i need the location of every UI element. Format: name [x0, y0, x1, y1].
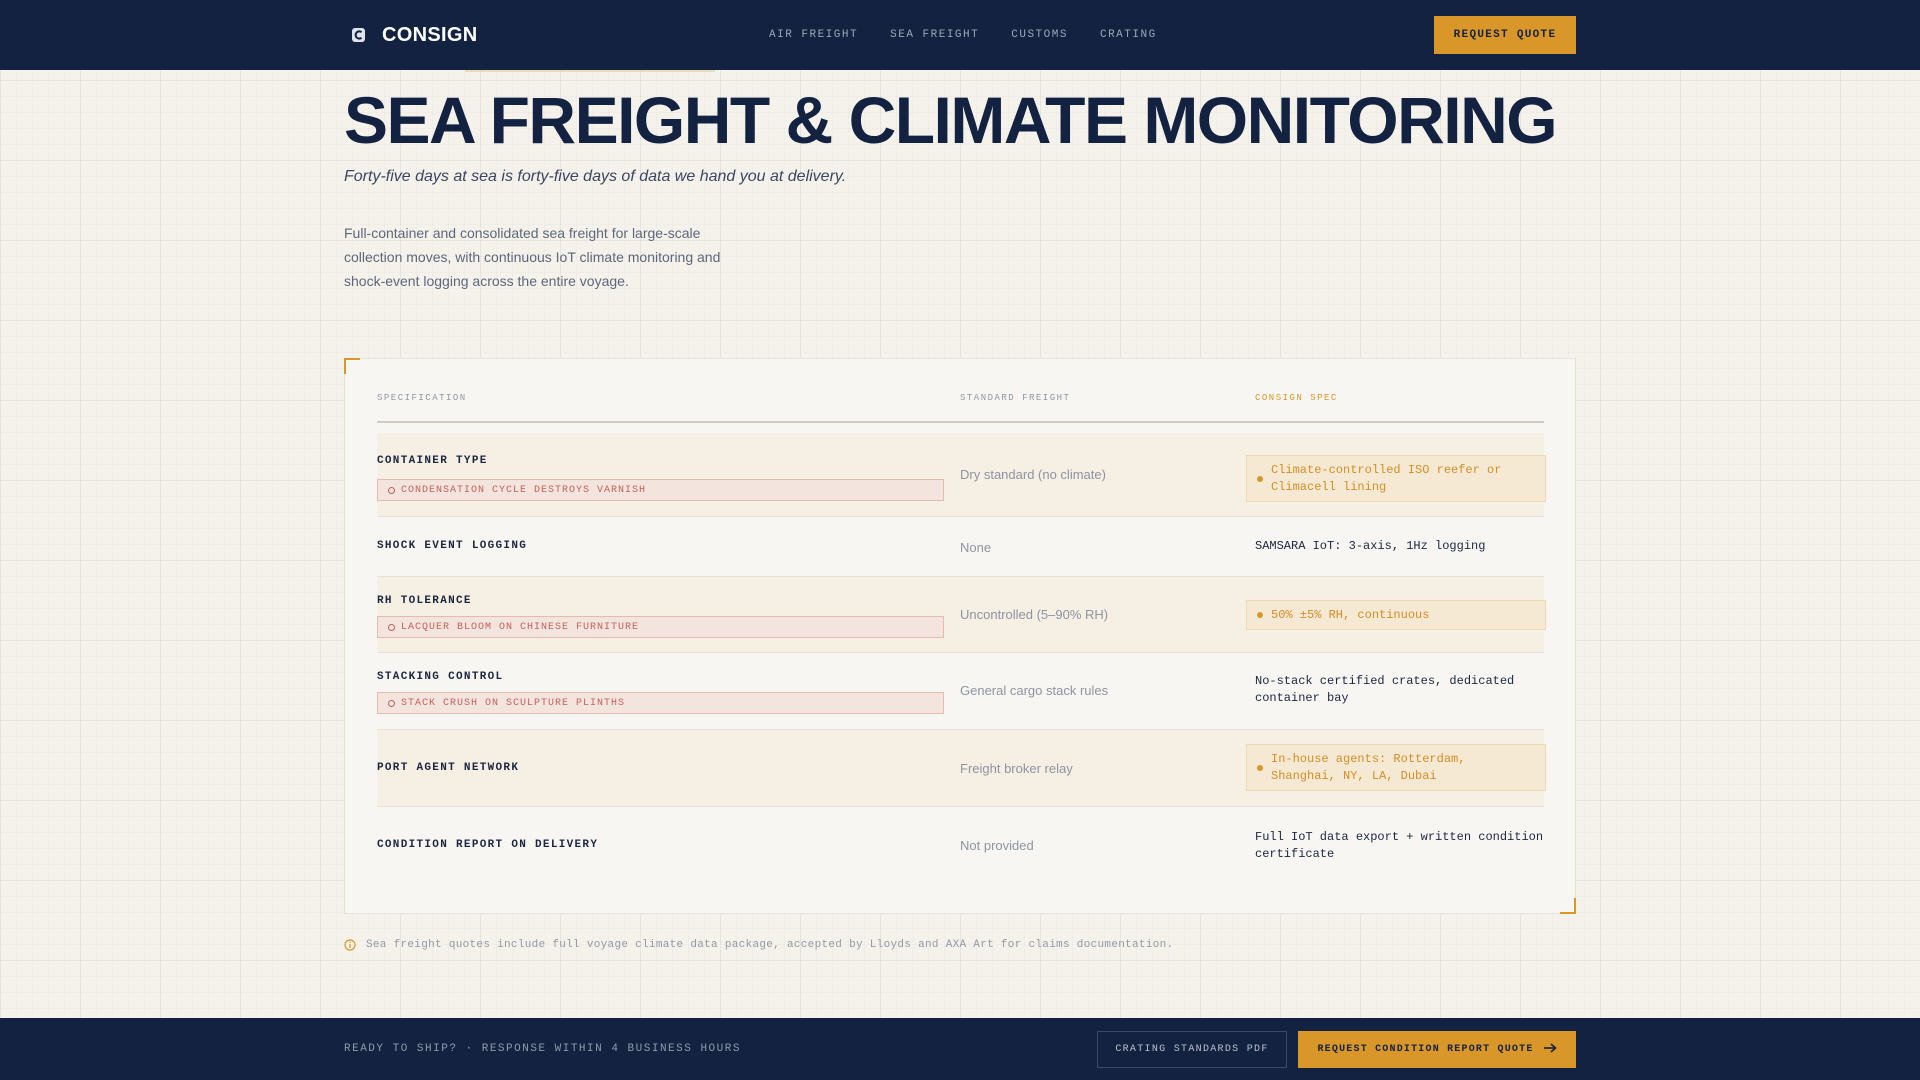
spec-comparison-table [344, 358, 1576, 914]
hero-subtitle: Forty-five days at sea is forty-five days of data we hand you at delivery. [344, 168, 847, 185]
table-header [377, 393, 1544, 423]
nav-links [769, 0, 1157, 70]
top-nav [0, 0, 1920, 70]
standard-value: None [960, 540, 992, 555]
page-title: SEA FREIGHT & CLIMATE MONITORING [344, 83, 1557, 157]
consign-spec-highlight [1246, 744, 1546, 791]
table-row [377, 517, 1544, 577]
warning-text: STACK CRUSH ON SCULPTURE PLINTHS [401, 697, 626, 709]
info-icon [344, 939, 356, 951]
consign-spec-value: No-stack certified crates, dedicated container bay [1255, 674, 1515, 705]
sticky-footer [0, 1018, 1920, 1080]
warning-icon [388, 700, 395, 707]
spec-bullet-icon [1257, 476, 1263, 482]
footer-text: READY TO SHIP? · RESPONSE WITHIN 4 BUSINESS HOURS [344, 1043, 741, 1055]
table-row [377, 653, 1544, 730]
warning-badge [377, 692, 944, 714]
standard-value: Dry standard (no climate) [960, 467, 1106, 482]
consign-spec-highlight [1246, 455, 1546, 502]
spec-bullet-icon [1257, 765, 1263, 771]
spec-name: SHOCK EVENT LOGGING [377, 540, 528, 552]
warning-badge [377, 479, 944, 501]
consign-spec-value: 50% ±5% RH, continuous [1271, 607, 1430, 622]
warning-text: CONDENSATION CYCLE DESTROYS VARNISH [401, 484, 647, 496]
consign-spec-value: SAMSARA IoT: 3-axis, 1Hz logging [1255, 539, 1486, 553]
nav-accent-line [465, 70, 715, 72]
standard-value: Uncontrolled (5–90% RH) [960, 607, 1109, 622]
table-row [377, 433, 1544, 517]
spec-bullet-icon [1257, 612, 1263, 618]
spec-name: STACKING CONTROL [377, 671, 504, 683]
corner-bracket-bottom-right [1560, 898, 1576, 914]
corner-bracket-top-left [344, 358, 360, 374]
footnote-text: Sea freight quotes include full voyage climate data package, accepted by Lloyds and AXA Art for claims documentation. [366, 939, 1174, 951]
standard-value: Freight broker relay [960, 761, 1073, 776]
warning-icon [388, 487, 395, 494]
table-row [377, 730, 1544, 807]
nav-link-sea-freight[interactable]: SEA FREIGHT [890, 29, 980, 41]
spec-name: CONTAINER TYPE [377, 455, 488, 467]
footnote [344, 939, 1173, 951]
table-row [377, 577, 1544, 653]
standard-value: General cargo stack rules [960, 683, 1109, 698]
header-standard-freight: STANDARD FREIGHT [960, 393, 1071, 403]
table-row [377, 807, 1544, 883]
request-quote-button[interactable]: REQUEST QUOTE [1434, 16, 1576, 54]
request-condition-report-label: REQUEST CONDITION REPORT QUOTE [1317, 1044, 1534, 1055]
consign-spec-highlight [1246, 600, 1546, 630]
consign-spec-value: Full IoT data export + written condition certificate [1255, 830, 1544, 861]
nav-link-crating[interactable]: CRATING [1099, 29, 1157, 41]
warning-icon [388, 624, 395, 631]
arrow-right-icon [1544, 1043, 1557, 1057]
request-condition-report-button[interactable] [1298, 1031, 1576, 1068]
warning-badge [377, 616, 944, 638]
warning-text: LACQUER BLOOM ON CHINESE FURNITURE [401, 621, 640, 633]
crating-standards-pdf-button[interactable]: CRATING STANDARDS PDF [1097, 1031, 1287, 1068]
c-logo-icon [350, 26, 368, 44]
consign-spec-value: In-house agents: Rotterdam, Shanghai, NY, LA, Dubai [1271, 751, 1466, 783]
standard-value: Not provided [960, 838, 1034, 853]
spec-name: RH TOLERANCE [377, 595, 472, 607]
hero-description: Full-container and consolidated sea freight for large-scale collection moves, with continuous IoT climate monitoring and shock-event logging across the entire voyage. [344, 225, 721, 289]
nav-link-customs[interactable]: CUSTOMS [1011, 29, 1068, 41]
nav-link-air-freight[interactable]: AIR FREIGHT [769, 29, 859, 41]
brand[interactable] [350, 0, 477, 70]
brand-name: CONSIGN [382, 23, 478, 46]
spec-name: PORT AGENT NETWORK [377, 762, 520, 774]
consign-spec-value: Climate-controlled ISO reefer or Climacell lining [1271, 462, 1502, 494]
header-consign-spec: CONSIGN SPEC [1255, 393, 1338, 403]
spec-name: CONDITION REPORT ON DELIVERY [377, 839, 599, 851]
header-specification: SPECIFICATION [377, 393, 467, 403]
